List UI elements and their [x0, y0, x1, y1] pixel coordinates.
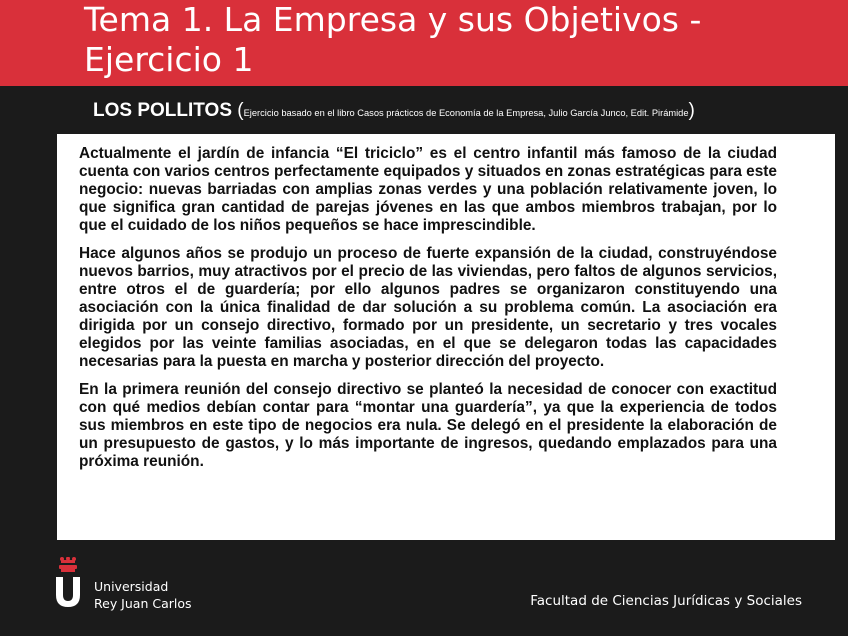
subtitle-paren-open: (	[237, 100, 244, 121]
university-name	[94, 578, 192, 612]
paragraph-3-start: En la primera reunión del consejo directivo se planteó la necesidad de conocer con exactitud con qué medios debían contar para	[79, 381, 777, 416]
paragraph-2: Hace algunos años se produjo un proceso de fuerte expansión de la ciudad, construyéndose nuevos barrios, muy atractivos por el precio de las viviendas, pero faltos de algunos servicios, entre otros el de guardería; por ello algunos padres se organizaron constituyendo una asociación con la única finalidad de dar solución a su problema común. La asociación era dirigida por un consejo directivo, formado por un presidente, un secretario y tres vocales elegidos por las veinte familias asociadas, en el que se delegaron todas las capacidades necesarias para la puesta en marcha y posterior dirección del proyecto.	[79, 245, 777, 370]
quote-el-triciclo: “El triciclo”	[335, 145, 424, 162]
paragraph-3	[79, 381, 777, 471]
paragraph-1-start: Actualmente el jardín de infancia	[79, 145, 336, 162]
faculty-name: Facultad de Ciencias Jurídicas y Sociales	[530, 593, 802, 609]
subtitle-source-note: Ejercicio basado en el libro Casos prácticos de Economía de la Empresa, Julio García Junco, Edit. Pirámide	[243, 108, 689, 118]
quote-montar-guarderia: “montar una guardería”	[354, 399, 533, 416]
paragraph-1	[79, 145, 777, 235]
university-name-line-1: Universidad	[94, 579, 169, 594]
university-name-line-2: Rey Juan Carlos	[94, 596, 192, 611]
title-bar	[0, 0, 848, 86]
paragraph-3-end: , ya que la experiencia de todos sus miembros en este tipo de negocios era nula. Se delegó en el presidente la elaboración de un presupuesto de gastos, y lo más importante de ingresos, quedando emplazados para una próxima reunión.	[79, 399, 777, 470]
subtitle-main: LOS POLLITOS	[93, 100, 238, 121]
content-panel	[57, 134, 835, 540]
body-text	[79, 145, 777, 481]
slide-title: Tema 1. La Empresa y sus Objetivos - Ejercicio 1	[84, 0, 702, 79]
university-logo-icon	[52, 557, 84, 609]
paragraph-1-end: es el centro infantil más famoso de la ciudad cuenta con varios centros perfectamente equipados y situados en zonas estratégicas para este negocio: nuevas barriadas con amplias zonas verdes y una población relativamente joven, lo que significa gran cantidad de parejas jóvenes en las que ambos miembros trabajan, por lo que el cuidado de los niños pequeños se hace imprescindible.	[79, 145, 778, 234]
subtitle	[93, 100, 695, 122]
subtitle-paren-close: )	[688, 100, 695, 121]
